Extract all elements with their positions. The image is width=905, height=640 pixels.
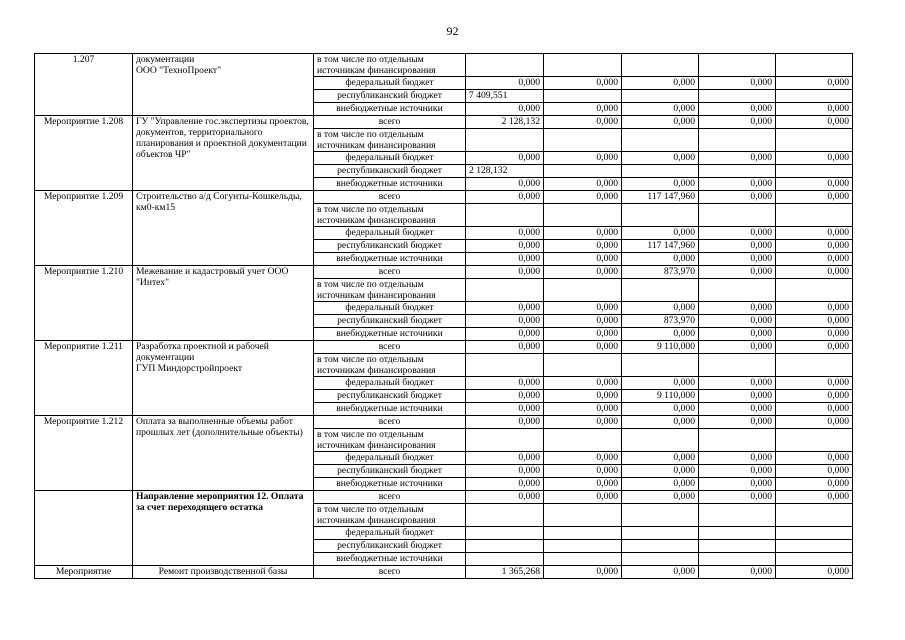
funding-source: всего (314, 116, 466, 129)
value-cell: 0,000 (699, 240, 776, 253)
value-cell: 0,000 (699, 452, 776, 465)
value-cell: 0,000 (544, 328, 622, 341)
value-cell: 0,000 (699, 491, 776, 504)
value-cell: 0,000 (466, 227, 544, 240)
value-cell: 0,000 (776, 377, 853, 390)
value-cell (776, 54, 853, 77)
value-cell: 0,000 (776, 465, 853, 478)
measure-name: Межевание и кадастровый учет ООО "Интех" (133, 266, 314, 341)
measure-id: Мероприятие 1.211 (35, 341, 133, 416)
funding-source: республиканский бюджет (314, 390, 466, 403)
funding-source: республиканский бюджет (314, 540, 466, 553)
value-cell: 0,000 (544, 377, 622, 390)
value-cell (776, 527, 853, 540)
value-cell: 0,000 (544, 390, 622, 403)
value-cell: 7 409,551 (466, 90, 544, 103)
funding-source: всего (314, 416, 466, 429)
value-cell (622, 279, 699, 302)
value-cell: 117 147,960 (622, 191, 699, 204)
value-cell (544, 527, 622, 540)
table-row (35, 566, 853, 579)
value-cell: 9 110,000 (622, 341, 699, 354)
value-cell: 0,000 (544, 227, 622, 240)
value-cell: 0,000 (699, 566, 776, 579)
value-cell: 0,000 (776, 302, 853, 315)
funding-source: федеральный бюджет (314, 152, 466, 165)
value-cell: 0,000 (622, 227, 699, 240)
value-cell: 0,000 (776, 178, 853, 191)
funding-source: всего (314, 266, 466, 279)
funding-source: в том числе по отдельным источникам финансирования (314, 504, 466, 527)
value-cell: 0,000 (544, 178, 622, 191)
value-cell: 0,000 (544, 191, 622, 204)
page-number: 92 (446, 24, 459, 38)
value-cell: 0,000 (622, 103, 699, 116)
value-cell: 0,000 (776, 390, 853, 403)
funding-source: внебюджетные источники (314, 103, 466, 116)
value-cell: 0,000 (699, 103, 776, 116)
funding-source: внебюджетные источники (314, 403, 466, 416)
funding-source: республиканский бюджет (314, 90, 466, 103)
measure-id (35, 491, 133, 566)
table-body (35, 54, 853, 579)
value-cell: 0,000 (699, 403, 776, 416)
value-cell: 0,000 (466, 390, 544, 403)
value-cell: 0,000 (776, 152, 853, 165)
value-cell (466, 204, 544, 227)
value-cell: 0,000 (699, 302, 776, 315)
value-cell (622, 429, 699, 452)
value-cell: 0,000 (622, 152, 699, 165)
value-cell: 0,000 (699, 253, 776, 266)
value-cell: 0,000 (699, 416, 776, 429)
value-cell: 0,000 (776, 403, 853, 416)
value-cell (622, 165, 699, 178)
value-cell: 0,000 (776, 103, 853, 116)
value-cell: 0,000 (699, 341, 776, 354)
table-row (35, 191, 853, 204)
value-cell (466, 354, 544, 377)
value-cell (699, 204, 776, 227)
funding-source: федеральный бюджет (314, 452, 466, 465)
value-cell: 0,000 (622, 566, 699, 579)
value-cell: 0,000 (776, 191, 853, 204)
value-cell (544, 279, 622, 302)
value-cell: 2 128,132 (466, 116, 544, 129)
value-cell (544, 54, 622, 77)
value-cell: 0,000 (466, 377, 544, 390)
value-cell: 0,000 (466, 302, 544, 315)
funding-source: федеральный бюджет (314, 77, 466, 90)
value-cell: 0,000 (776, 240, 853, 253)
funding-source: всего (314, 491, 466, 504)
value-cell: 0,000 (622, 465, 699, 478)
value-cell: 0,000 (699, 227, 776, 240)
value-cell: 0,000 (776, 116, 853, 129)
value-cell (466, 527, 544, 540)
value-cell (544, 165, 622, 178)
value-cell (466, 504, 544, 527)
funding-source: республиканский бюджет (314, 165, 466, 178)
value-cell: 0,000 (776, 253, 853, 266)
funding-source: федеральный бюджет (314, 527, 466, 540)
value-cell (466, 279, 544, 302)
funding-source: всего (314, 341, 466, 354)
value-cell: 0,000 (622, 403, 699, 416)
table-row (35, 341, 853, 354)
value-cell (699, 165, 776, 178)
value-cell: 0,000 (622, 452, 699, 465)
funding-table (34, 53, 853, 579)
value-cell (699, 429, 776, 452)
value-cell: 0,000 (544, 465, 622, 478)
value-cell (622, 540, 699, 553)
value-cell (699, 504, 776, 527)
value-cell (622, 90, 699, 103)
value-cell (699, 90, 776, 103)
value-cell (776, 553, 853, 566)
funding-source: республиканский бюджет (314, 315, 466, 328)
measure-id: Мероприятие 1.212 (35, 416, 133, 491)
value-cell (776, 354, 853, 377)
value-cell (776, 165, 853, 178)
value-cell: 0,000 (622, 491, 699, 504)
value-cell (466, 553, 544, 566)
table-row (35, 266, 853, 279)
value-cell: 0,000 (466, 452, 544, 465)
value-cell: 0,000 (544, 403, 622, 416)
value-cell (466, 129, 544, 152)
value-cell: 0,000 (699, 191, 776, 204)
value-cell: 0,000 (466, 491, 544, 504)
value-cell: 0,000 (466, 152, 544, 165)
table-row (35, 116, 853, 129)
value-cell (622, 354, 699, 377)
value-cell: 873,970 (622, 315, 699, 328)
funding-source: в том числе по отдельным источникам финансирования (314, 279, 466, 302)
value-cell (466, 54, 544, 77)
value-cell: 0,000 (776, 315, 853, 328)
value-cell: 0,000 (544, 341, 622, 354)
value-cell (544, 129, 622, 152)
funding-source: всего (314, 566, 466, 579)
value-cell: 0,000 (466, 266, 544, 279)
value-cell: 0,000 (776, 341, 853, 354)
measure-name: Разработка проектной и рабочей документации ГУП Миндорстройпроект (133, 341, 314, 416)
value-cell: 0,000 (776, 566, 853, 579)
value-cell: 0,000 (544, 152, 622, 165)
value-cell (699, 354, 776, 377)
value-cell (466, 429, 544, 452)
value-cell: 0,000 (776, 227, 853, 240)
value-cell: 0,000 (699, 116, 776, 129)
value-cell (776, 540, 853, 553)
value-cell: 0,000 (544, 491, 622, 504)
value-cell: 0,000 (466, 103, 544, 116)
funding-source: внебюджетные источники (314, 178, 466, 191)
funding-source: федеральный бюджет (314, 302, 466, 315)
value-cell: 0,000 (622, 116, 699, 129)
funding-source: федеральный бюджет (314, 227, 466, 240)
table-row (35, 416, 853, 429)
value-cell: 0,000 (699, 77, 776, 90)
value-cell: 0,000 (466, 77, 544, 90)
value-cell: 0,000 (699, 390, 776, 403)
value-cell: 0,000 (466, 478, 544, 491)
value-cell (699, 279, 776, 302)
value-cell (544, 540, 622, 553)
value-cell: 0,000 (622, 377, 699, 390)
value-cell: 0,000 (699, 178, 776, 191)
funding-source: в том числе по отдельным источникам финансирования (314, 204, 466, 227)
value-cell (699, 54, 776, 77)
value-cell: 0,000 (466, 315, 544, 328)
measure-id: 1.207 (35, 54, 133, 116)
value-cell: 0,000 (622, 178, 699, 191)
value-cell: 0,000 (776, 328, 853, 341)
measure-name: документации ООО "ТехноПроект" (133, 54, 314, 116)
funding-source: внебюджетные источники (314, 478, 466, 491)
value-cell (544, 204, 622, 227)
value-cell: 0,000 (466, 328, 544, 341)
value-cell: 0,000 (544, 266, 622, 279)
value-cell (776, 279, 853, 302)
value-cell: 0,000 (776, 491, 853, 504)
value-cell: 0,000 (776, 77, 853, 90)
value-cell (622, 204, 699, 227)
value-cell: 0,000 (622, 253, 699, 266)
value-cell: 0,000 (699, 465, 776, 478)
value-cell: 0,000 (776, 416, 853, 429)
value-cell: 0,000 (544, 116, 622, 129)
value-cell: 0,000 (622, 77, 699, 90)
value-cell: 0,000 (622, 416, 699, 429)
table-row (35, 491, 853, 504)
value-cell: 0,000 (699, 328, 776, 341)
value-cell: 0,000 (622, 478, 699, 491)
measure-id: Мероприятие 1.209 (35, 191, 133, 266)
value-cell (776, 429, 853, 452)
measure-name: Строительство а/д Согунты-Кошкельды, км0-км15 (133, 191, 314, 266)
value-cell: 0,000 (544, 452, 622, 465)
value-cell (544, 429, 622, 452)
value-cell: 0,000 (466, 253, 544, 266)
value-cell: 0,000 (466, 403, 544, 416)
funding-source: всего (314, 191, 466, 204)
measure-name: ГУ "Управление гос.экспертизы проектов, документов, территориального планирования и проектной документации объектов ЧР" (133, 116, 314, 191)
measure-id: Мероприятие 1.210 (35, 266, 133, 341)
value-cell: 2 128,132 (466, 165, 544, 178)
value-cell (776, 204, 853, 227)
value-cell: 0,000 (776, 478, 853, 491)
value-cell: 0,000 (544, 478, 622, 491)
funding-source: республиканский бюджет (314, 465, 466, 478)
value-cell (544, 504, 622, 527)
value-cell (699, 129, 776, 152)
value-cell: 0,000 (466, 341, 544, 354)
value-cell: 0,000 (699, 152, 776, 165)
value-cell (622, 553, 699, 566)
value-cell: 0,000 (776, 452, 853, 465)
value-cell: 9 110,000 (622, 390, 699, 403)
value-cell: 0,000 (544, 253, 622, 266)
value-cell: 0,000 (544, 77, 622, 90)
value-cell: 117 147,960 (622, 240, 699, 253)
measure-name: Направление мероприятия 12. Оплата за счет переходящего остатка (133, 491, 314, 566)
value-cell: 0,000 (699, 266, 776, 279)
value-cell (699, 540, 776, 553)
value-cell: 0,000 (622, 302, 699, 315)
value-cell: 0,000 (699, 377, 776, 390)
value-cell: 0,000 (544, 103, 622, 116)
value-cell (776, 90, 853, 103)
funding-source: внебюджетные источники (314, 328, 466, 341)
funding-source: в том числе по отдельным источникам финансирования (314, 429, 466, 452)
funding-source: в том числе по отдельным источникам финансирования (314, 129, 466, 152)
value-cell: 0,000 (466, 178, 544, 191)
value-cell: 0,000 (466, 191, 544, 204)
value-cell: 0,000 (544, 240, 622, 253)
funding-source: республиканский бюджет (314, 240, 466, 253)
value-cell: 0,000 (776, 266, 853, 279)
value-cell (544, 354, 622, 377)
value-cell: 0,000 (544, 315, 622, 328)
value-cell: 0,000 (466, 416, 544, 429)
value-cell (776, 129, 853, 152)
value-cell: 0,000 (544, 416, 622, 429)
funding-source: внебюджетные источники (314, 553, 466, 566)
value-cell (544, 90, 622, 103)
value-cell: 873,970 (622, 266, 699, 279)
value-cell: 0,000 (699, 478, 776, 491)
value-cell (544, 553, 622, 566)
table-row (35, 54, 853, 77)
value-cell (622, 527, 699, 540)
value-cell (699, 527, 776, 540)
value-cell: 0,000 (699, 315, 776, 328)
value-cell: 0,000 (622, 328, 699, 341)
value-cell (466, 540, 544, 553)
measure-id: Мероприятие 1.208 (35, 116, 133, 191)
funding-source: в том числе по отдельным источникам финансирования (314, 354, 466, 377)
funding-source: федеральный бюджет (314, 377, 466, 390)
value-cell (776, 504, 853, 527)
value-cell (622, 54, 699, 77)
value-cell: 0,000 (466, 465, 544, 478)
measure-name: Ремонт производственной базы (133, 566, 314, 579)
measure-id: Мероприятие (35, 566, 133, 579)
measure-name: Оплата за выполненные объемы работ прошлых лет (дополнительные объекты) (133, 416, 314, 491)
value-cell (622, 504, 699, 527)
value-cell: 1 365,268 (466, 566, 544, 579)
value-cell: 0,000 (466, 240, 544, 253)
funding-source: внебюджетные источники (314, 253, 466, 266)
value-cell: 0,000 (544, 302, 622, 315)
funding-source: в том числе по отдельным источникам финансирования (314, 54, 466, 77)
value-cell (622, 129, 699, 152)
value-cell: 0,000 (544, 566, 622, 579)
value-cell (699, 553, 776, 566)
